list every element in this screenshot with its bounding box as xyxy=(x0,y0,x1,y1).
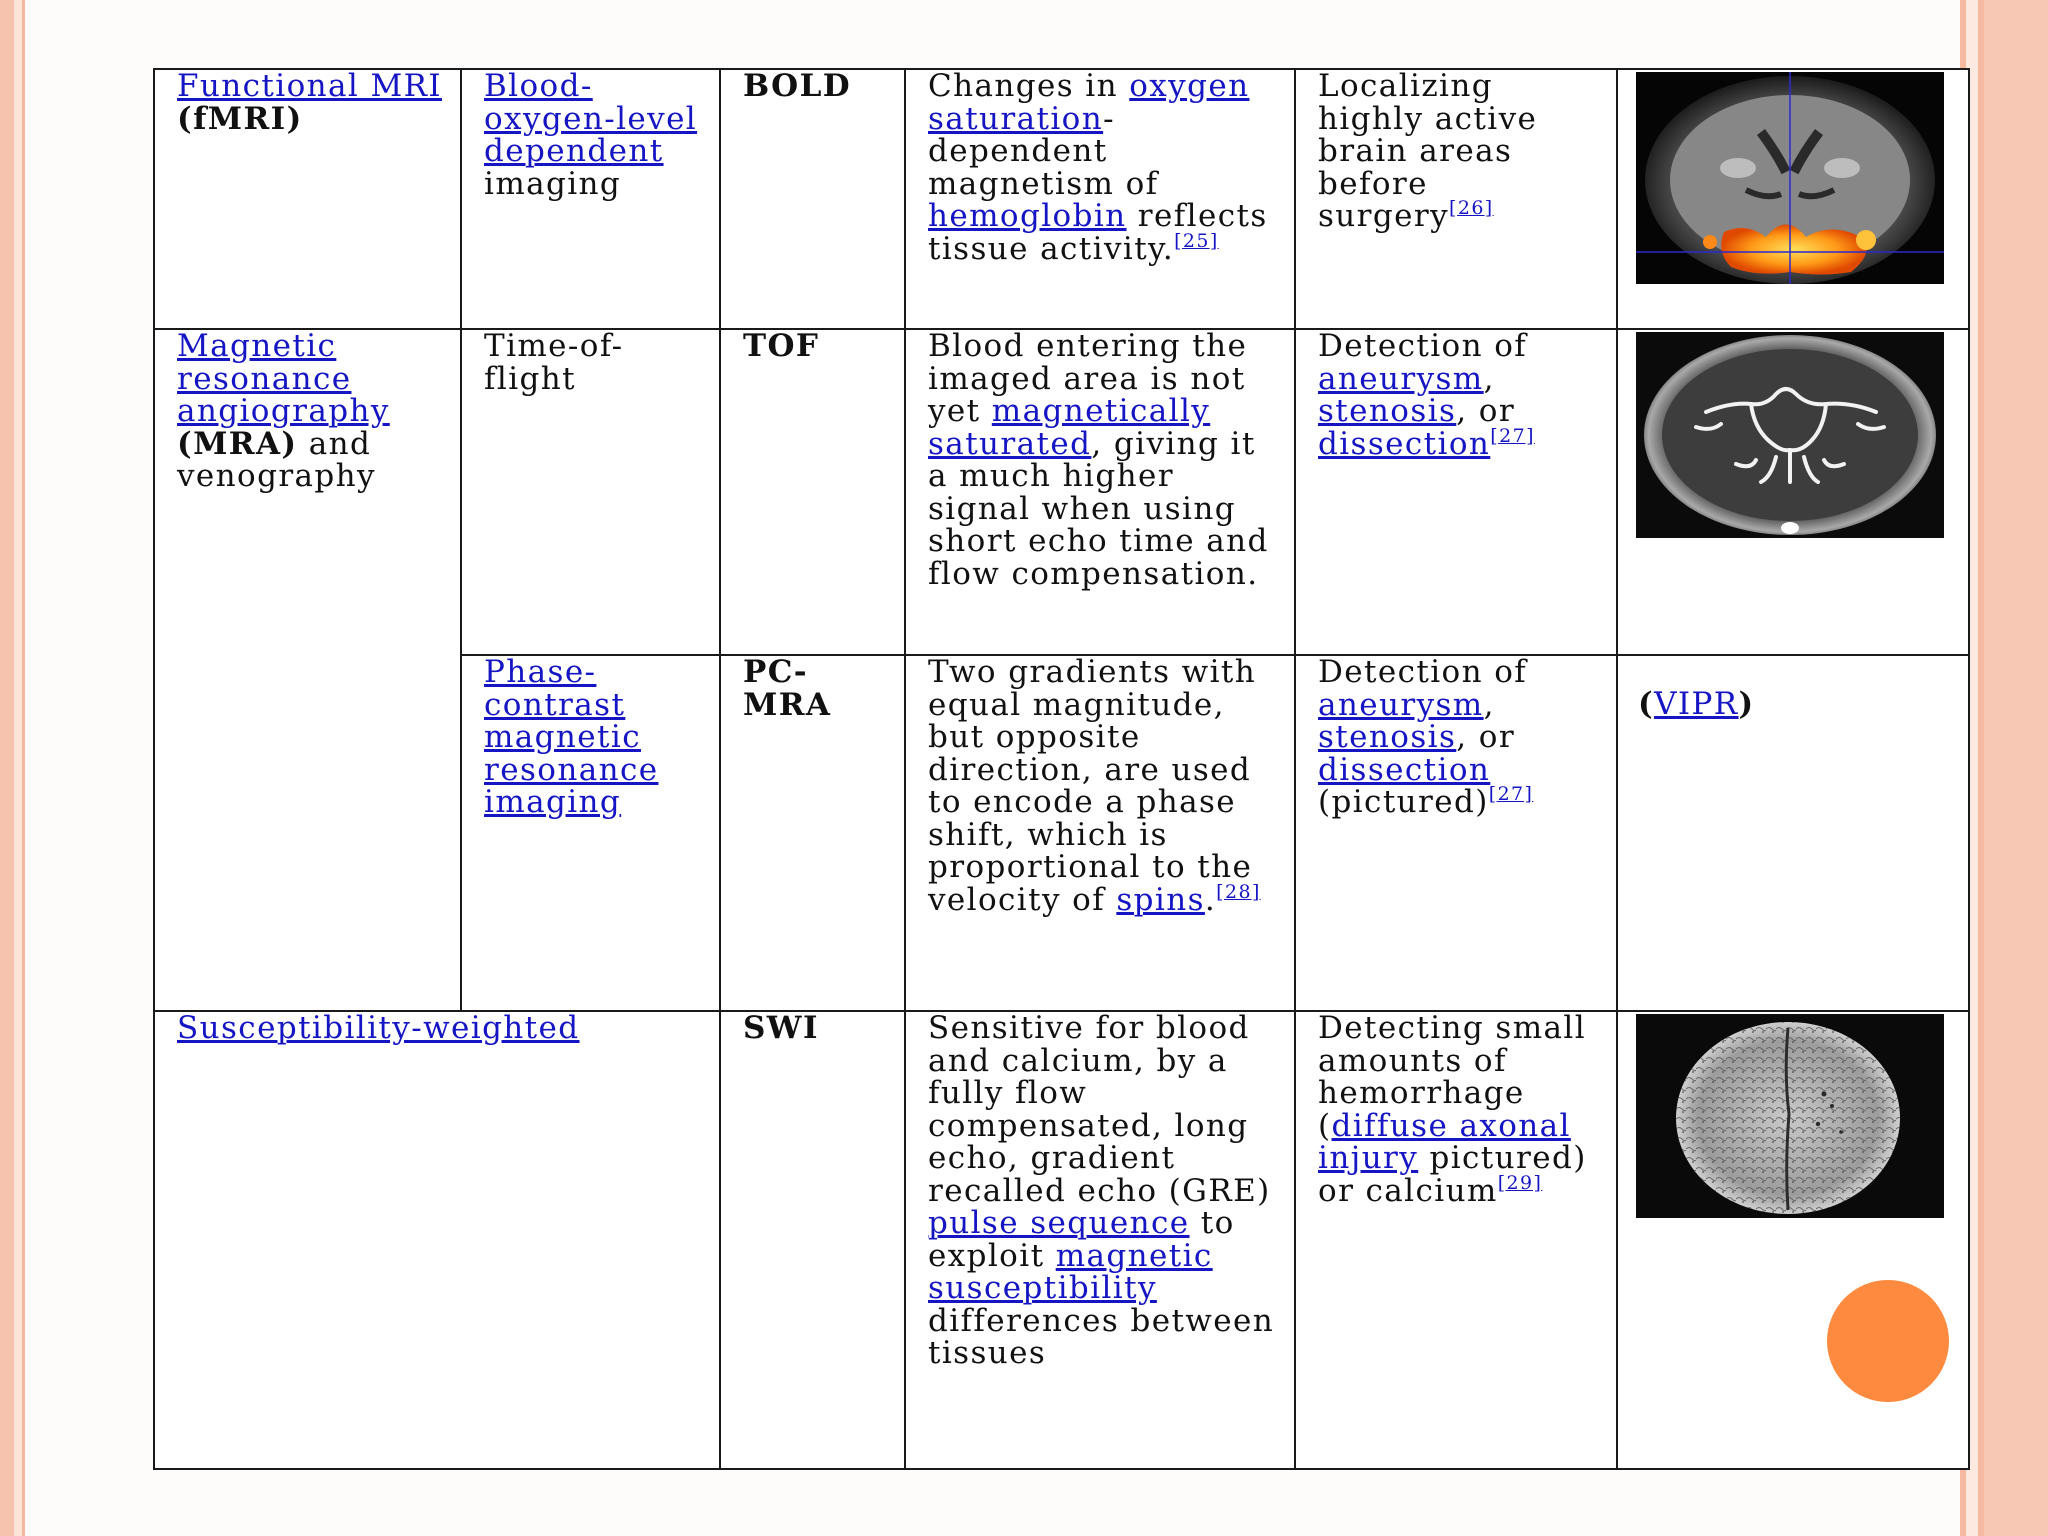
use-text: Localizing highly active brain areas before surgery xyxy=(1318,69,1538,234)
table-row xyxy=(154,69,1969,329)
vipr-link[interactable]: VIPR xyxy=(1654,686,1739,722)
modality-cell: Magnetic resonance angiography (MRA) and venography xyxy=(154,329,461,1011)
description-text: Blood entering the imaged area is not yet xyxy=(928,329,1248,429)
image-cell xyxy=(1617,329,1969,655)
modality-suffix: and venography xyxy=(177,425,376,494)
abbr-cell xyxy=(720,655,905,1011)
use-link[interactable]: stenosis xyxy=(1318,393,1457,429)
use-text: Detection of xyxy=(1318,655,1528,690)
use-cell xyxy=(1295,1011,1617,1469)
description-link[interactable]: oxygen saturation xyxy=(928,69,1250,137)
description-text: Sensitive for blood and calcium, by a fully flow compensated, long echo, gradient recalled echo (GRE) xyxy=(928,1011,1271,1209)
description-cell: Two gradients with equal magnitude, but opposite direction, are used to encode a phase shift, which is proportional to the velocity of spins.[28] xyxy=(905,655,1295,1011)
use-link[interactable]: dissection xyxy=(1318,751,1491,788)
technique-cell xyxy=(461,329,720,655)
abbr-cell xyxy=(720,69,905,329)
technique-text: imaging xyxy=(484,165,622,202)
use-link[interactable]: aneurysm xyxy=(1318,686,1484,723)
use-cell: Detection of aneurysm, stenosis, or dissection[27] xyxy=(1295,329,1617,655)
use-text: Detecting small amounts of hemorrhage ( xyxy=(1318,1011,1587,1144)
description-text: reflects tissue activity. xyxy=(928,198,1268,267)
description-link[interactable]: pulse sequence xyxy=(928,1205,1190,1241)
use-text: Detection of xyxy=(1318,329,1528,364)
use-text: , or xyxy=(1456,719,1516,755)
technique-link[interactable]: Blood-oxygen-level dependent xyxy=(484,69,698,169)
modality-link[interactable]: Susceptibility-weighted xyxy=(177,1011,580,1046)
left-decor-stripe xyxy=(0,0,14,1536)
citation-link[interactable]: [27] xyxy=(1488,783,1534,805)
description-cell xyxy=(905,329,1295,655)
left-decor-stripe xyxy=(14,0,22,1536)
abbr-cell xyxy=(720,1011,905,1469)
use-text: , or xyxy=(1456,393,1516,429)
use-link[interactable]: dissection xyxy=(1318,425,1491,462)
description-link[interactable]: magnetically saturated xyxy=(928,393,1211,462)
description-cell xyxy=(905,1011,1295,1469)
right-decor-stripe xyxy=(1984,0,2048,1536)
technique-cell xyxy=(461,69,720,329)
technique-text: Time-of-flight xyxy=(484,329,624,397)
swi-brain-image[interactable] xyxy=(1636,1014,1944,1218)
modality-cell xyxy=(154,1011,720,1469)
technique-cell xyxy=(461,655,720,1011)
description-link[interactable]: spins xyxy=(1116,881,1205,918)
table-row xyxy=(154,329,1969,655)
description-cell xyxy=(905,69,1295,329)
citation-link[interactable]: [25] xyxy=(1174,229,1219,252)
fmri-brain-image[interactable] xyxy=(1636,72,1944,284)
use-text: (pictured) xyxy=(1318,784,1489,820)
description-text: -dependent magnetism of xyxy=(928,100,1159,202)
abbr-cell xyxy=(720,329,905,655)
modality-link[interactable]: Functional MRI xyxy=(177,69,442,104)
use-link[interactable]: diffuse axonal injury xyxy=(1318,1107,1571,1176)
modality-cell xyxy=(154,69,461,329)
abbr-text: PC-MRA xyxy=(743,655,832,723)
use-cell: Detection of aneurysm, stenosis, or dissection (pictured)[27] xyxy=(1295,655,1617,1011)
image-cell: (VIPR) xyxy=(1617,655,1969,1011)
description-text: differences between tissues xyxy=(928,1302,1275,1371)
abbr-text: BOLD xyxy=(743,69,852,104)
use-link[interactable]: stenosis xyxy=(1318,719,1457,755)
description-text: , giving it a much higher signal when using short echo time and flow compensation. xyxy=(928,425,1269,592)
description-text: Two gradients with equal magnitude, but opposite direction, are used to encode a phase shift, which is proportional to the velocity of xyxy=(928,655,1257,918)
modality-abbr: (fMRI) xyxy=(177,100,303,137)
citation-link[interactable]: [27] xyxy=(1490,424,1535,447)
image-cell xyxy=(1617,1011,1969,1469)
mri-sequence-table xyxy=(153,68,1970,1470)
technique-link[interactable]: Phase-contrast magnetic resonance imaging xyxy=(484,655,659,820)
mra-brain-image[interactable] xyxy=(1636,332,1944,538)
decorative-circle xyxy=(1827,1280,1949,1402)
description-link[interactable]: magnetic susceptibility xyxy=(928,1237,1213,1306)
abbr-text: TOF xyxy=(743,329,820,364)
abbr-text: SWI xyxy=(743,1011,819,1046)
citation-link[interactable]: [29] xyxy=(1497,1171,1543,1194)
use-link[interactable]: aneurysm xyxy=(1318,360,1484,397)
table-row xyxy=(154,1011,1969,1469)
use-text: pictured) or calcium xyxy=(1318,1140,1587,1209)
modality-abbr: MRA xyxy=(193,425,282,462)
citation-link[interactable]: [28] xyxy=(1216,880,1261,903)
modality-link[interactable]: Magnetic resonance angiography xyxy=(177,329,390,429)
description-text: Changes in xyxy=(928,69,1118,104)
citation-link[interactable]: [26] xyxy=(1449,197,1494,219)
description-link[interactable]: hemoglobin xyxy=(928,198,1127,234)
use-cell xyxy=(1295,69,1617,329)
description-text: to exploit xyxy=(928,1205,1235,1274)
left-decor-stripe xyxy=(22,0,25,1536)
image-cell xyxy=(1617,69,1969,329)
